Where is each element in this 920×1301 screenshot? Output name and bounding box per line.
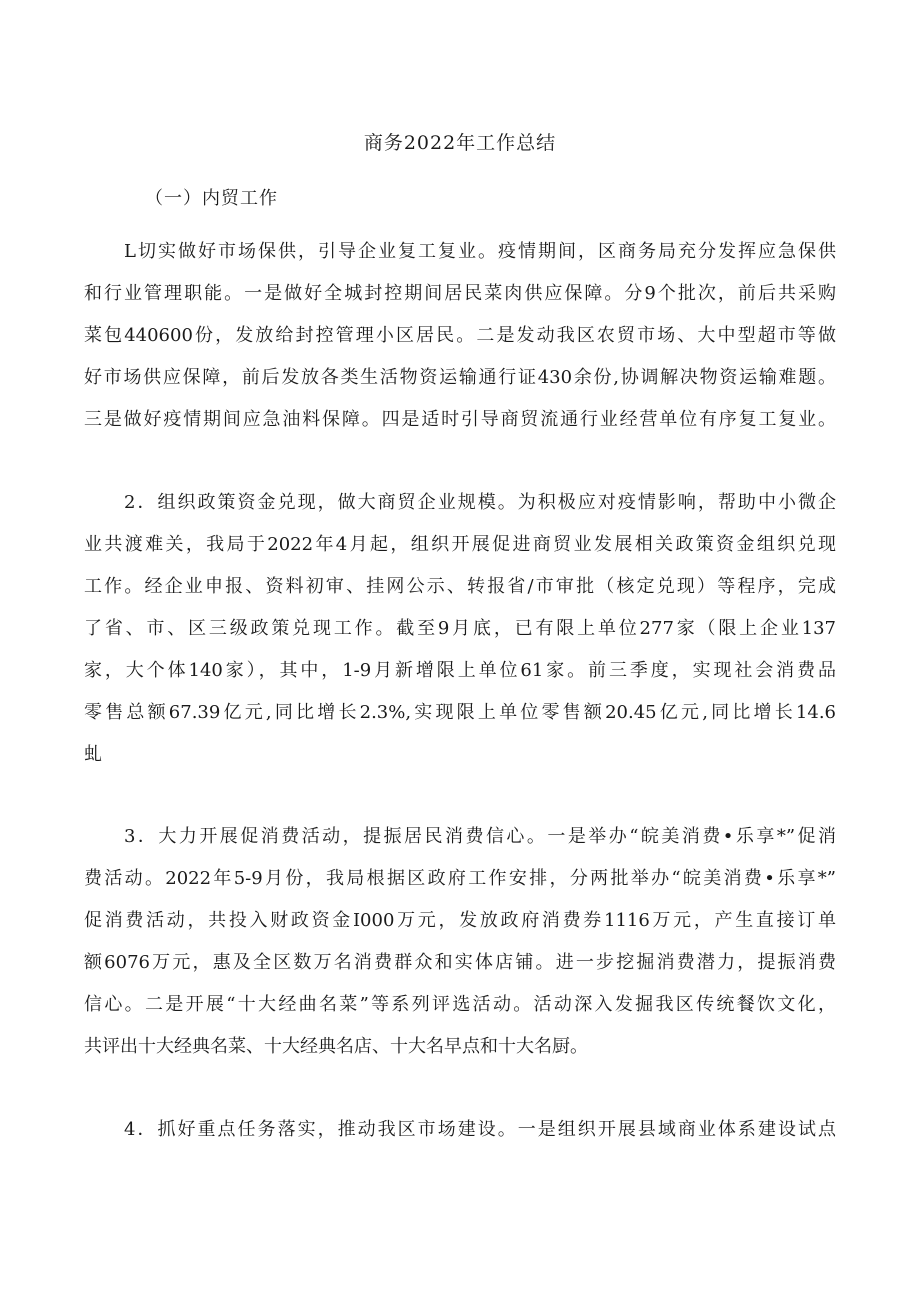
- text-line: 了省、市、区三级政策兑现工作。截至9月底，已有限上单位277家（限上企业137: [84, 618, 836, 639]
- text-line: 业共渡难关，我局于2022年4月起，组织开展促进商贸业发展相关政策资金组织兑现: [84, 534, 836, 555]
- text-line: 菜包440600份，发放给封控管理小区居民。二是发动我区农贸市场、大中型超市等做: [84, 325, 836, 346]
- text-line: 三是做好疫情期间应急油料保障。四是适时引导商贸流通行业经营单位有序复工复业。: [84, 409, 836, 430]
- text-line: L切实做好市场保供，引导企业复工复业。疫情期间，区商务局充分发挥应急保供: [124, 241, 836, 262]
- text-line: 和行业管理职能。一是做好全城封控期间居民菜肉供应保障。分9个批次，前后共采购: [84, 283, 836, 304]
- text-line: 好市场供应保障，前后发放各类生活物资运输通行证430余份,协调解决物资运输难题。: [84, 367, 836, 388]
- text-line: 零售总额67.39亿元,同比增长2.3%,实现限上单位零售额20.45亿元,同比增长14.6: [84, 702, 836, 723]
- text-line: 工作。经企业申报、资料初审、挂网公示、转报省/市审批（核定兑现）等程序，完成: [84, 576, 836, 597]
- text-line: 额6076万元，惠及全区数万名消费群众和实体店铺。进一步挖掘消费潜力，提振消费: [84, 952, 836, 973]
- text-line: 4．抓好重点任务落实，推动我区市场建设。一是组织开展县域商业体系建设试点: [124, 1119, 836, 1140]
- text-line: 2．组织政策资金兑现，做大商贸企业规模。为积极应对疫情影响，帮助中小微企: [124, 492, 836, 513]
- document-title: 商务2022年工作总结: [363, 132, 557, 154]
- text-line: 促消费活动，共投入财政资金I000万元，发放政府消费券1116万元，产生直接订单: [84, 910, 836, 931]
- text-line: 虬: [84, 744, 102, 765]
- text-line: 3．大力开展促消费活动，提振居民消费信心。一是举办“皖美消费•乐享*”促消: [124, 826, 836, 847]
- text-line: 费活动。2022年5-9月份，我局根据区政府工作安排，分两批举办“皖美消费•乐享*”: [84, 868, 836, 889]
- text-line: 家，大个体140家），其中，1-9月新增限上单位61家。前三季度，实现社会消费品: [84, 660, 836, 681]
- text-line: 共评出十大经典名菜、十大经典名店、十大名早点和十大名厨。: [84, 1036, 588, 1057]
- text-line: 信心。二是开展“十大经曲名菜”等系列评选活动。活动深入发掘我区传统餐饮文化，: [84, 994, 836, 1015]
- section-heading: （一）内贸工作: [145, 188, 278, 209]
